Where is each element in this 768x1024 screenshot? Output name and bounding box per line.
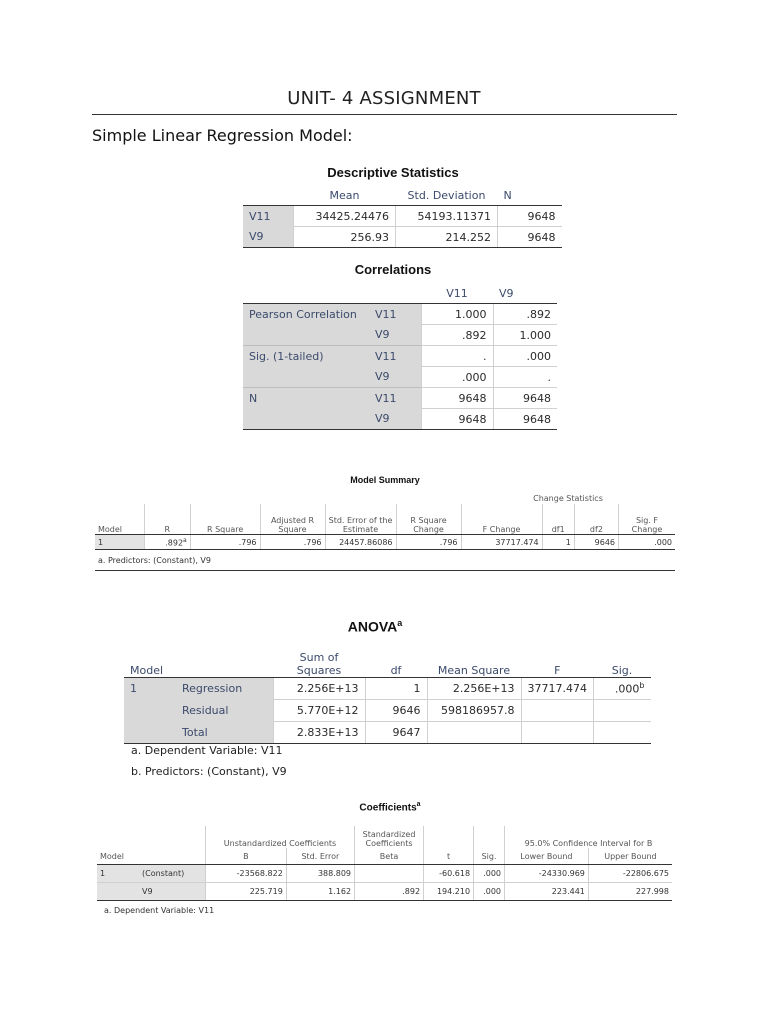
value-cell: 24457.86086	[325, 535, 396, 550]
value-cell: -22806.675	[588, 865, 672, 883]
var-label: V9	[369, 325, 421, 346]
value-cell	[521, 722, 594, 744]
coefficients-title	[300, 801, 480, 813]
value-cell	[594, 722, 651, 744]
value-cell: 1	[365, 678, 427, 700]
model-summary-footnote: a. Predictors: (Constant), V9	[95, 550, 675, 571]
value-cell: .000	[474, 883, 505, 901]
col-header: Sum of Squares	[273, 643, 365, 678]
group-label: Sig. (1-tailed)	[243, 346, 369, 367]
document-title: UNIT- 4 ASSIGNMENT	[287, 88, 481, 109]
value-cell: .892	[493, 304, 557, 325]
coefficients-title-marker: a	[416, 801, 421, 808]
value-cell: 1.162	[286, 883, 354, 901]
var-label: V11	[369, 304, 421, 325]
table-row	[243, 227, 562, 248]
change-statistics-header: Change Statistics	[533, 493, 603, 503]
value-cell: 1	[542, 535, 574, 550]
col-header: Upper Bound	[588, 848, 672, 865]
correlations-table	[243, 283, 557, 430]
coefficients-table	[97, 826, 672, 901]
value-cell: 9647	[365, 722, 427, 744]
value-cell: .892	[355, 883, 424, 901]
value-cell: 9648	[421, 409, 493, 430]
row-label: (Constant)	[139, 865, 206, 883]
col-header: Adjusted R Square	[260, 504, 325, 535]
unstandardized-header: Unstandardized Coefficients	[206, 826, 355, 848]
coefficients-title-text: Coefficients	[359, 802, 417, 814]
value-cell: 227.998	[588, 883, 672, 901]
anova-footnote-b: b. Predictors: (Constant), V9	[131, 765, 287, 778]
n-cell: 9648	[498, 206, 562, 227]
value-cell: .892	[421, 325, 493, 346]
sd-cell: 214.252	[396, 227, 498, 248]
value-cell: 9648	[493, 388, 557, 409]
col-header: Lower Bound	[505, 848, 589, 865]
col-header: F	[521, 643, 594, 678]
table-row	[124, 700, 651, 722]
col-header: df	[365, 643, 427, 678]
model-summary-table	[95, 492, 675, 571]
anova-title-text: ANOVA	[347, 618, 398, 635]
col-header: Model	[95, 504, 144, 535]
anova-footnote-a: a. Dependent Variable: V11	[131, 744, 283, 757]
col-header: Sig.	[594, 643, 651, 678]
mean-cell: 256.93	[294, 227, 396, 248]
value-cell: 2.833E+13	[273, 722, 365, 744]
value-cell: 388.809	[286, 865, 354, 883]
descriptive-statistics-table	[243, 185, 562, 248]
value-cell: -60.618	[424, 865, 474, 883]
row-label: Total	[176, 722, 273, 744]
value-cell: 5.770E+12	[273, 700, 365, 722]
col-header: Std. Error of the Estimate	[325, 504, 396, 535]
coefficients-footnote: a. Dependent Variable: V11	[104, 906, 215, 915]
value-cell: 37717.474	[461, 535, 542, 550]
row-label: Residual	[176, 700, 273, 722]
var-label: V11	[369, 388, 421, 409]
section-heading: Simple Linear Regression Model:	[92, 126, 353, 145]
sig-value: .000	[614, 682, 640, 696]
n-cell: 9648	[498, 227, 562, 248]
sig-footnote-marker: b	[639, 681, 645, 691]
col-header: t	[424, 848, 474, 865]
table-row	[243, 304, 557, 325]
col-header: B	[206, 848, 287, 865]
r-footnote-marker: a	[183, 536, 187, 544]
col-header: Std. Error	[286, 848, 354, 865]
table-row	[124, 722, 651, 744]
value-cell: .796	[190, 535, 260, 550]
col-header: Sig. F Change	[619, 504, 676, 535]
value-cell: 9648	[421, 388, 493, 409]
col-header: R Square Change	[396, 504, 461, 535]
value-cell: 225.719	[206, 883, 287, 901]
anova-title	[290, 618, 460, 635]
col-header: Mean Square	[427, 643, 521, 678]
col-header: R Square	[190, 504, 260, 535]
value-cell	[521, 700, 594, 722]
value-cell: .000	[619, 535, 676, 550]
col-header: R	[144, 504, 190, 535]
col-header: F Change	[461, 504, 542, 535]
col-header: Sig.	[474, 848, 505, 865]
var-label: V9	[369, 409, 421, 430]
col-header: Model	[124, 643, 176, 678]
group-label: Pearson Correlation	[243, 304, 369, 325]
col-header: Beta	[355, 848, 424, 865]
col-header: V9	[493, 283, 557, 304]
group-label: N	[243, 388, 369, 409]
r-value: .892	[165, 538, 184, 548]
value-cell: 223.441	[505, 883, 589, 901]
model-summary-title: Model Summary	[350, 475, 420, 485]
col-header: Std. Deviation	[396, 185, 498, 206]
value-cell: 9648	[493, 409, 557, 430]
value-cell: 598186957.8	[427, 700, 521, 722]
value-cell: 2.256E+13	[427, 678, 521, 700]
value-cell: .796	[260, 535, 325, 550]
table-row	[243, 206, 562, 227]
table-row	[243, 409, 557, 430]
table-row	[124, 678, 651, 700]
value-cell	[355, 865, 424, 883]
value-cell: -23568.822	[206, 865, 287, 883]
value-cell: 9646	[365, 700, 427, 722]
standardized-header: Standardized Coefficients	[355, 826, 424, 848]
anova-table	[124, 643, 651, 744]
table-row	[243, 325, 557, 346]
value-cell: -24330.969	[505, 865, 589, 883]
table-row	[97, 865, 672, 883]
model-cell: 1	[124, 678, 176, 700]
value-cell: 2.256E+13	[273, 678, 365, 700]
col-header: df2	[574, 504, 618, 535]
model-cell: 1	[95, 535, 144, 550]
value-cell: .	[493, 367, 557, 388]
title-divider	[92, 114, 677, 115]
model-cell: 1	[97, 865, 139, 883]
value-cell: 1.000	[493, 325, 557, 346]
row-label: V9	[243, 227, 294, 248]
col-header: Model	[97, 848, 139, 865]
r-cell	[144, 535, 190, 550]
value-cell: 1.000	[421, 304, 493, 325]
correlations-title: Correlations	[354, 262, 432, 277]
sig-cell	[594, 678, 651, 700]
descriptive-statistics-title: Descriptive Statistics	[327, 165, 459, 180]
value-cell: .000	[421, 367, 493, 388]
value-cell: .000	[493, 346, 557, 367]
anova-title-marker: a	[397, 618, 403, 628]
value-cell: 9646	[574, 535, 618, 550]
col-header: V11	[421, 283, 493, 304]
confidence-interval-header: 95.0% Confidence Interval for B	[505, 826, 673, 848]
col-header: df1	[542, 504, 574, 535]
col-header: Mean	[294, 185, 396, 206]
row-label: V11	[243, 206, 294, 227]
value-cell: .000	[474, 865, 505, 883]
value-cell: .796	[396, 535, 461, 550]
table-row	[243, 367, 557, 388]
row-label: V9	[139, 883, 206, 901]
table-row	[97, 883, 672, 901]
table-row	[95, 535, 675, 550]
sd-cell: 54193.11371	[396, 206, 498, 227]
col-header: N	[498, 185, 562, 206]
var-label: V11	[369, 346, 421, 367]
table-row	[243, 346, 557, 367]
value-cell: 37717.474	[521, 678, 594, 700]
value-cell: .	[421, 346, 493, 367]
var-label: V9	[369, 367, 421, 388]
value-cell	[427, 722, 521, 744]
mean-cell: 34425.24476	[294, 206, 396, 227]
value-cell	[594, 700, 651, 722]
row-label: Regression	[176, 678, 273, 700]
table-row	[243, 388, 557, 409]
value-cell: 194.210	[424, 883, 474, 901]
